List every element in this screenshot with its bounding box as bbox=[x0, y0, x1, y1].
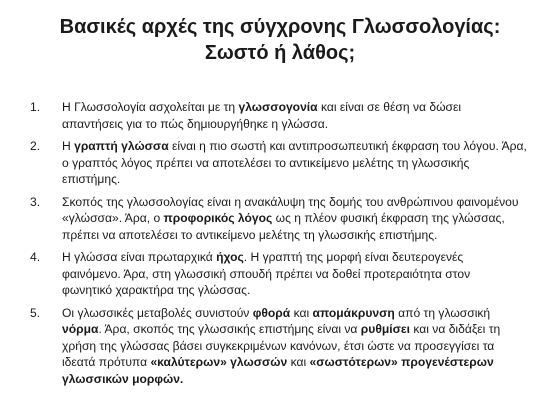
text-line bbox=[62, 338, 538, 355]
slide-title-line-1: Βασικές αρχές της σύγχρονης Γλωσσολογίας: bbox=[59, 16, 501, 38]
list-item-text bbox=[62, 305, 538, 388]
text-run: απαντήσεις για το πώς δημιουργήθηκε η γλώσσα. bbox=[62, 116, 329, 131]
text-line bbox=[62, 266, 538, 283]
text-line bbox=[62, 99, 538, 116]
list-item-number: 1. bbox=[30, 100, 41, 114]
text-line bbox=[62, 227, 538, 244]
bold-text-run: ρυθμίσει bbox=[360, 322, 410, 336]
text-line bbox=[62, 194, 538, 211]
slide-title-line-2: Σωστό ή λάθος; bbox=[204, 42, 356, 64]
list-item-number: 2. bbox=[30, 139, 41, 153]
text-run: . Άρα, σκοπός της γλωσσικής επιστήμης είναι να bbox=[98, 322, 361, 336]
list-item-text bbox=[62, 194, 538, 244]
text-run: . Η γραπτή της μορφή είναι δευτερογενές bbox=[243, 250, 464, 264]
text-run: φωνητικό χαρακτήρα της γλώσσας. bbox=[62, 283, 251, 297]
list-item bbox=[30, 249, 538, 299]
bold-text-run: απομάκρυνση bbox=[312, 305, 395, 320]
text-run: και bbox=[287, 355, 310, 369]
text-run: χρήση της γλώσσας βάσει συγκεκριμένων κανόνων, έτσι ώστε να προσεγγίσει τα bbox=[62, 338, 495, 353]
text-run: είναι η πιο σωστή και αντιπροσωπευτική έκφραση του λόγου. Άρα, bbox=[168, 139, 527, 153]
bold-text-run: γλωσσογονία bbox=[238, 100, 318, 114]
slide-title bbox=[20, 14, 540, 66]
text-line bbox=[62, 155, 538, 172]
text-run: και bbox=[290, 305, 313, 320]
text-run: Σκοπός της γλωσσολογίας είναι η ανακάλυψη της δομής του ανθρώπινου φαινομένου bbox=[62, 194, 519, 209]
list-item-text bbox=[62, 249, 538, 299]
text-line bbox=[62, 354, 538, 371]
text-line bbox=[62, 321, 538, 338]
text-line bbox=[62, 249, 538, 266]
bold-text-run: γραπτή γλώσσα bbox=[74, 139, 169, 153]
bold-text-run: «καλύτερων» γλωσσών bbox=[150, 355, 288, 369]
text-run: και να διδάξει τη bbox=[410, 322, 501, 336]
list-item-number: 4. bbox=[30, 250, 41, 264]
list-item-text bbox=[62, 138, 538, 188]
list-item bbox=[30, 305, 538, 388]
text-run: φαινόμενο. Άρα, στη γλωσσική σπουδή πρέπει να δοθεί προτεραιότητα στον bbox=[62, 266, 471, 281]
bold-text-run: γλωσσικών μορφών. bbox=[62, 371, 184, 386]
text-run: επιστήμης. bbox=[62, 172, 121, 186]
text-run: από τη γλωσσική bbox=[394, 305, 491, 320]
list-item bbox=[30, 99, 538, 132]
text-run: Η bbox=[62, 139, 75, 153]
bold-text-run: νόρμα bbox=[62, 322, 99, 336]
text-run: πρέπει να αποτελέσει το αντικείμενο μελέτης τη γλωσσικής επιστήμης. bbox=[62, 227, 438, 242]
text-line bbox=[62, 210, 538, 227]
text-run: και είναι σε θέση να δώσει bbox=[317, 100, 462, 114]
text-line bbox=[62, 282, 538, 299]
numbered-list bbox=[30, 99, 538, 393]
list-item bbox=[30, 138, 538, 188]
text-line bbox=[62, 138, 538, 155]
text-run: ο γραπτός λόγος πρέπει να αποτελέσει το αντικείμενο μελέτης τη γλωσσικής bbox=[62, 155, 470, 170]
text-run: ως η πλέον φυσική έκφραση της γλώσσας, bbox=[272, 211, 505, 225]
text-line bbox=[62, 116, 538, 133]
text-line bbox=[62, 171, 538, 188]
list-item-text bbox=[62, 99, 538, 132]
list-item-number: 3. bbox=[30, 194, 41, 209]
text-run: ιδεατά πρότυπα bbox=[62, 355, 151, 369]
bold-text-run: προφορικός λόγος bbox=[163, 211, 273, 225]
text-run: Η γλώσσα είναι πρωταρχικά bbox=[62, 250, 217, 264]
text-run: Η Γλωσσολογία ασχολείται με τη bbox=[62, 100, 239, 114]
list-item bbox=[30, 194, 538, 244]
list-item-number: 5. bbox=[30, 305, 41, 320]
text-run: «γλώσσα». Άρα, ο bbox=[62, 211, 164, 225]
bold-text-run: ήχος bbox=[216, 250, 244, 264]
text-run: Οι γλωσσικές μεταβολές συνιστούν bbox=[62, 305, 253, 320]
bold-text-run: φθορά bbox=[252, 305, 291, 320]
bold-text-run: «σωστότερων» προγενέστερων bbox=[309, 355, 494, 369]
text-line bbox=[62, 305, 538, 322]
text-line bbox=[62, 371, 538, 388]
